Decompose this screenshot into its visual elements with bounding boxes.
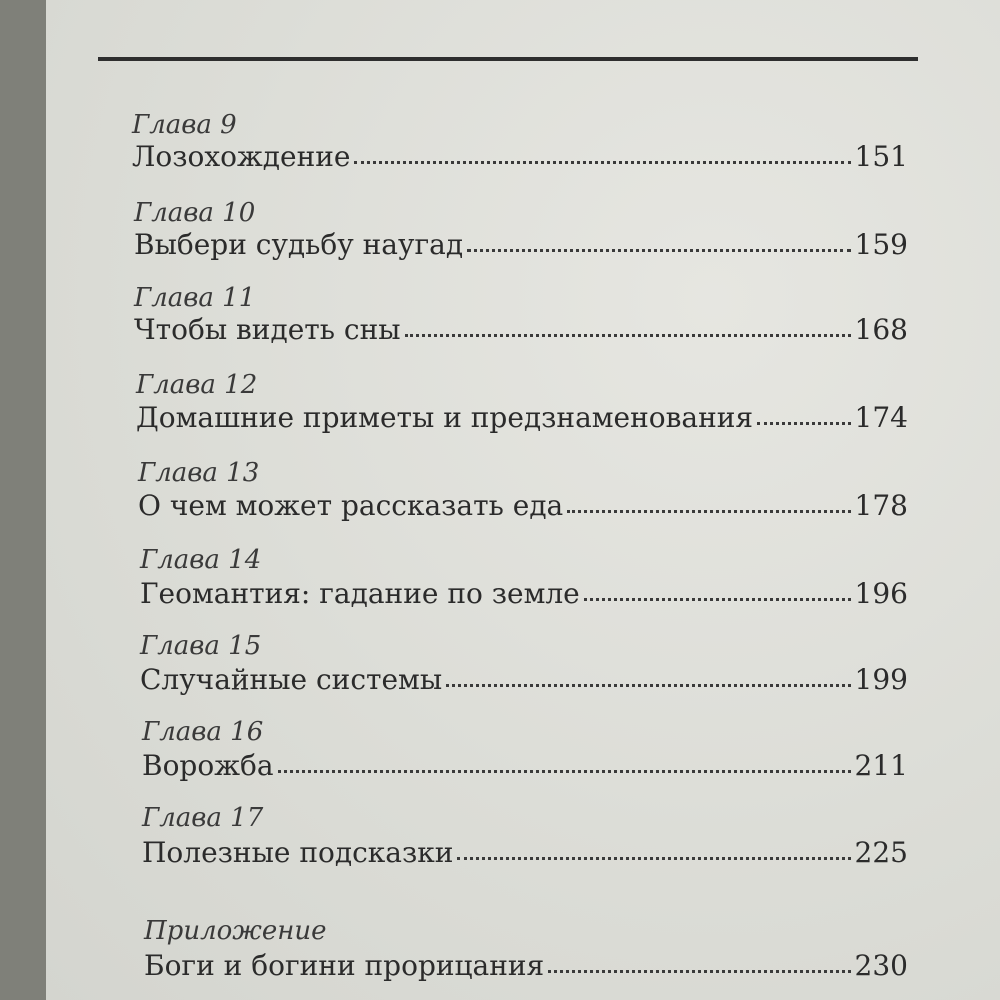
toc-entry xyxy=(142,836,908,869)
dot-leader xyxy=(278,770,851,773)
dot-leader xyxy=(584,598,851,601)
page-number: 174 xyxy=(854,401,908,434)
page-number: 199 xyxy=(854,663,908,696)
appendix-title: Боги и богини прорицания xyxy=(144,949,545,982)
dot-leader xyxy=(467,249,850,252)
dot-leader xyxy=(757,422,850,425)
page-number: 230 xyxy=(854,949,908,982)
appendix-label: Приложение xyxy=(144,916,327,946)
chapter-title: Лозохождение xyxy=(132,140,351,173)
table-of-contents xyxy=(46,0,1000,1000)
page-number: 225 xyxy=(854,836,908,869)
dot-leader xyxy=(446,684,850,687)
chapter-label: Глава 9 xyxy=(132,110,237,140)
chapter-label: Глава 11 xyxy=(134,283,256,313)
chapter-title: Выбери судьбу наугад xyxy=(134,228,464,261)
toc-entry xyxy=(138,489,908,522)
chapter-label: Глава 10 xyxy=(134,198,256,228)
chapter-label: Глава 12 xyxy=(136,370,258,400)
toc-entry xyxy=(142,749,908,782)
chapter-label: Глава 15 xyxy=(140,631,262,661)
dot-leader xyxy=(354,161,850,164)
chapter-label: Глава 16 xyxy=(142,717,264,747)
chapter-title: Случайные системы xyxy=(140,663,443,696)
toc-entry xyxy=(134,313,908,346)
chapter-title: Полезные подсказки xyxy=(142,836,454,869)
chapter-title: Ворожба xyxy=(142,749,274,782)
dot-leader xyxy=(567,510,850,513)
page-number: 211 xyxy=(854,749,908,782)
book-page xyxy=(46,0,1000,1000)
chapter-label: Глава 17 xyxy=(142,803,264,833)
chapter-title: О чем может рассказать еда xyxy=(138,489,564,522)
dot-leader xyxy=(405,334,851,337)
toc-entry xyxy=(134,228,908,261)
toc-entry xyxy=(144,949,908,982)
toc-entry xyxy=(140,663,908,696)
page-number: 196 xyxy=(854,577,908,610)
toc-entry xyxy=(132,140,908,173)
page-number: 178 xyxy=(854,489,908,522)
chapter-title: Геомантия: гадание по земле xyxy=(140,577,580,610)
toc-entry xyxy=(136,401,908,434)
page-number: 151 xyxy=(854,140,908,173)
page-number: 159 xyxy=(854,228,908,261)
page-number: 168 xyxy=(854,313,908,346)
toc-entry xyxy=(140,577,908,610)
dot-leader xyxy=(548,970,850,973)
chapter-title: Чтобы видеть сны xyxy=(134,313,401,346)
chapter-label: Глава 13 xyxy=(138,458,260,488)
chapter-label: Глава 14 xyxy=(140,545,262,575)
dot-leader xyxy=(457,857,850,860)
chapter-title: Домашние приметы и предзнаменования xyxy=(136,401,754,434)
